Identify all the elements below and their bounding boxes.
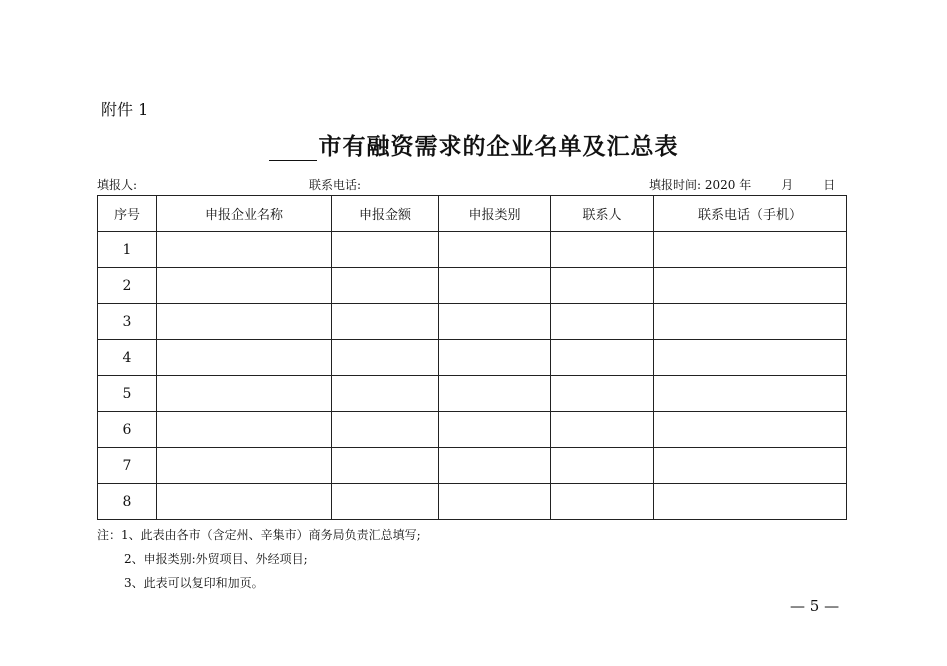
cell-category <box>439 232 551 268</box>
table-row <box>98 232 847 268</box>
filler-label: 填报人: <box>97 178 138 192</box>
row-index: 8 <box>98 484 157 520</box>
cell-contact <box>551 268 654 304</box>
table-row <box>98 340 847 376</box>
notes <box>97 523 421 595</box>
fill-date-prefix: 填报时间: 2020 年 <box>649 178 752 192</box>
cell-category <box>439 412 551 448</box>
cell-category <box>439 304 551 340</box>
cell-company-name <box>157 340 332 376</box>
note-3: 3、此表可以复印和加页。 <box>124 576 264 590</box>
cell-amount <box>332 484 439 520</box>
cell-amount <box>332 448 439 484</box>
cell-category <box>439 340 551 376</box>
cell-amount <box>332 232 439 268</box>
row-index: 2 <box>98 268 157 304</box>
cell-category <box>439 484 551 520</box>
cell-contact-phone <box>654 412 847 448</box>
cell-contact <box>551 376 654 412</box>
attachment-label: 附件 1 <box>101 100 149 119</box>
cell-contact-phone <box>654 232 847 268</box>
header-contact-phone: 联系电话（手机） <box>654 196 847 232</box>
fill-date-month: 月 <box>781 178 794 192</box>
cell-contact <box>551 340 654 376</box>
cell-category <box>439 448 551 484</box>
table-header-row <box>98 196 847 232</box>
fill-date <box>649 176 835 193</box>
table-row <box>98 268 847 304</box>
note-2: 2、申报类别:外贸项目、外经项目; <box>124 552 308 566</box>
cell-contact-phone <box>654 268 847 304</box>
cell-contact <box>551 412 654 448</box>
cell-category <box>439 268 551 304</box>
cell-contact-phone <box>654 304 847 340</box>
note-1: 注：1、此表由各市（含定州、辛集市）商务局负责汇总填写; <box>97 528 421 542</box>
header-company-name: 申报企业名称 <box>157 196 332 232</box>
cell-contact-phone <box>654 448 847 484</box>
title-text: 市有融资需求的企业名单及汇总表 <box>318 133 679 160</box>
fill-date-day: 日 <box>823 178 836 192</box>
table-row <box>98 412 847 448</box>
cell-contact-phone <box>654 340 847 376</box>
cell-contact-phone <box>654 484 847 520</box>
cell-amount <box>332 376 439 412</box>
table-row <box>98 376 847 412</box>
cell-contact <box>551 232 654 268</box>
cell-company-name <box>157 304 332 340</box>
cell-company-name <box>157 412 332 448</box>
document-title <box>0 128 947 161</box>
summary-table <box>97 195 847 520</box>
phone-label: 联系电话: <box>309 178 362 192</box>
row-index: 6 <box>98 412 157 448</box>
header-index: 序号 <box>98 196 157 232</box>
header-contact: 联系人 <box>551 196 654 232</box>
header-category: 申报类别 <box>439 196 551 232</box>
table-row <box>98 484 847 520</box>
row-index: 4 <box>98 340 157 376</box>
cell-contact <box>551 448 654 484</box>
title-blank-line <box>269 138 317 161</box>
cell-company-name <box>157 376 332 412</box>
cell-amount <box>332 304 439 340</box>
cell-amount <box>332 412 439 448</box>
row-index: 3 <box>98 304 157 340</box>
cell-contact <box>551 304 654 340</box>
row-index: 1 <box>98 232 157 268</box>
cell-company-name <box>157 484 332 520</box>
row-index: 7 <box>98 448 157 484</box>
cell-amount <box>332 340 439 376</box>
table-row <box>98 304 847 340</box>
table-row <box>98 448 847 484</box>
header-amount: 申报金额 <box>332 196 439 232</box>
cell-company-name <box>157 268 332 304</box>
page-number: — 5 — <box>790 597 840 615</box>
cell-category <box>439 376 551 412</box>
cell-company-name <box>157 232 332 268</box>
row-index: 5 <box>98 376 157 412</box>
cell-amount <box>332 268 439 304</box>
cell-company-name <box>157 448 332 484</box>
cell-contact <box>551 484 654 520</box>
cell-contact-phone <box>654 376 847 412</box>
